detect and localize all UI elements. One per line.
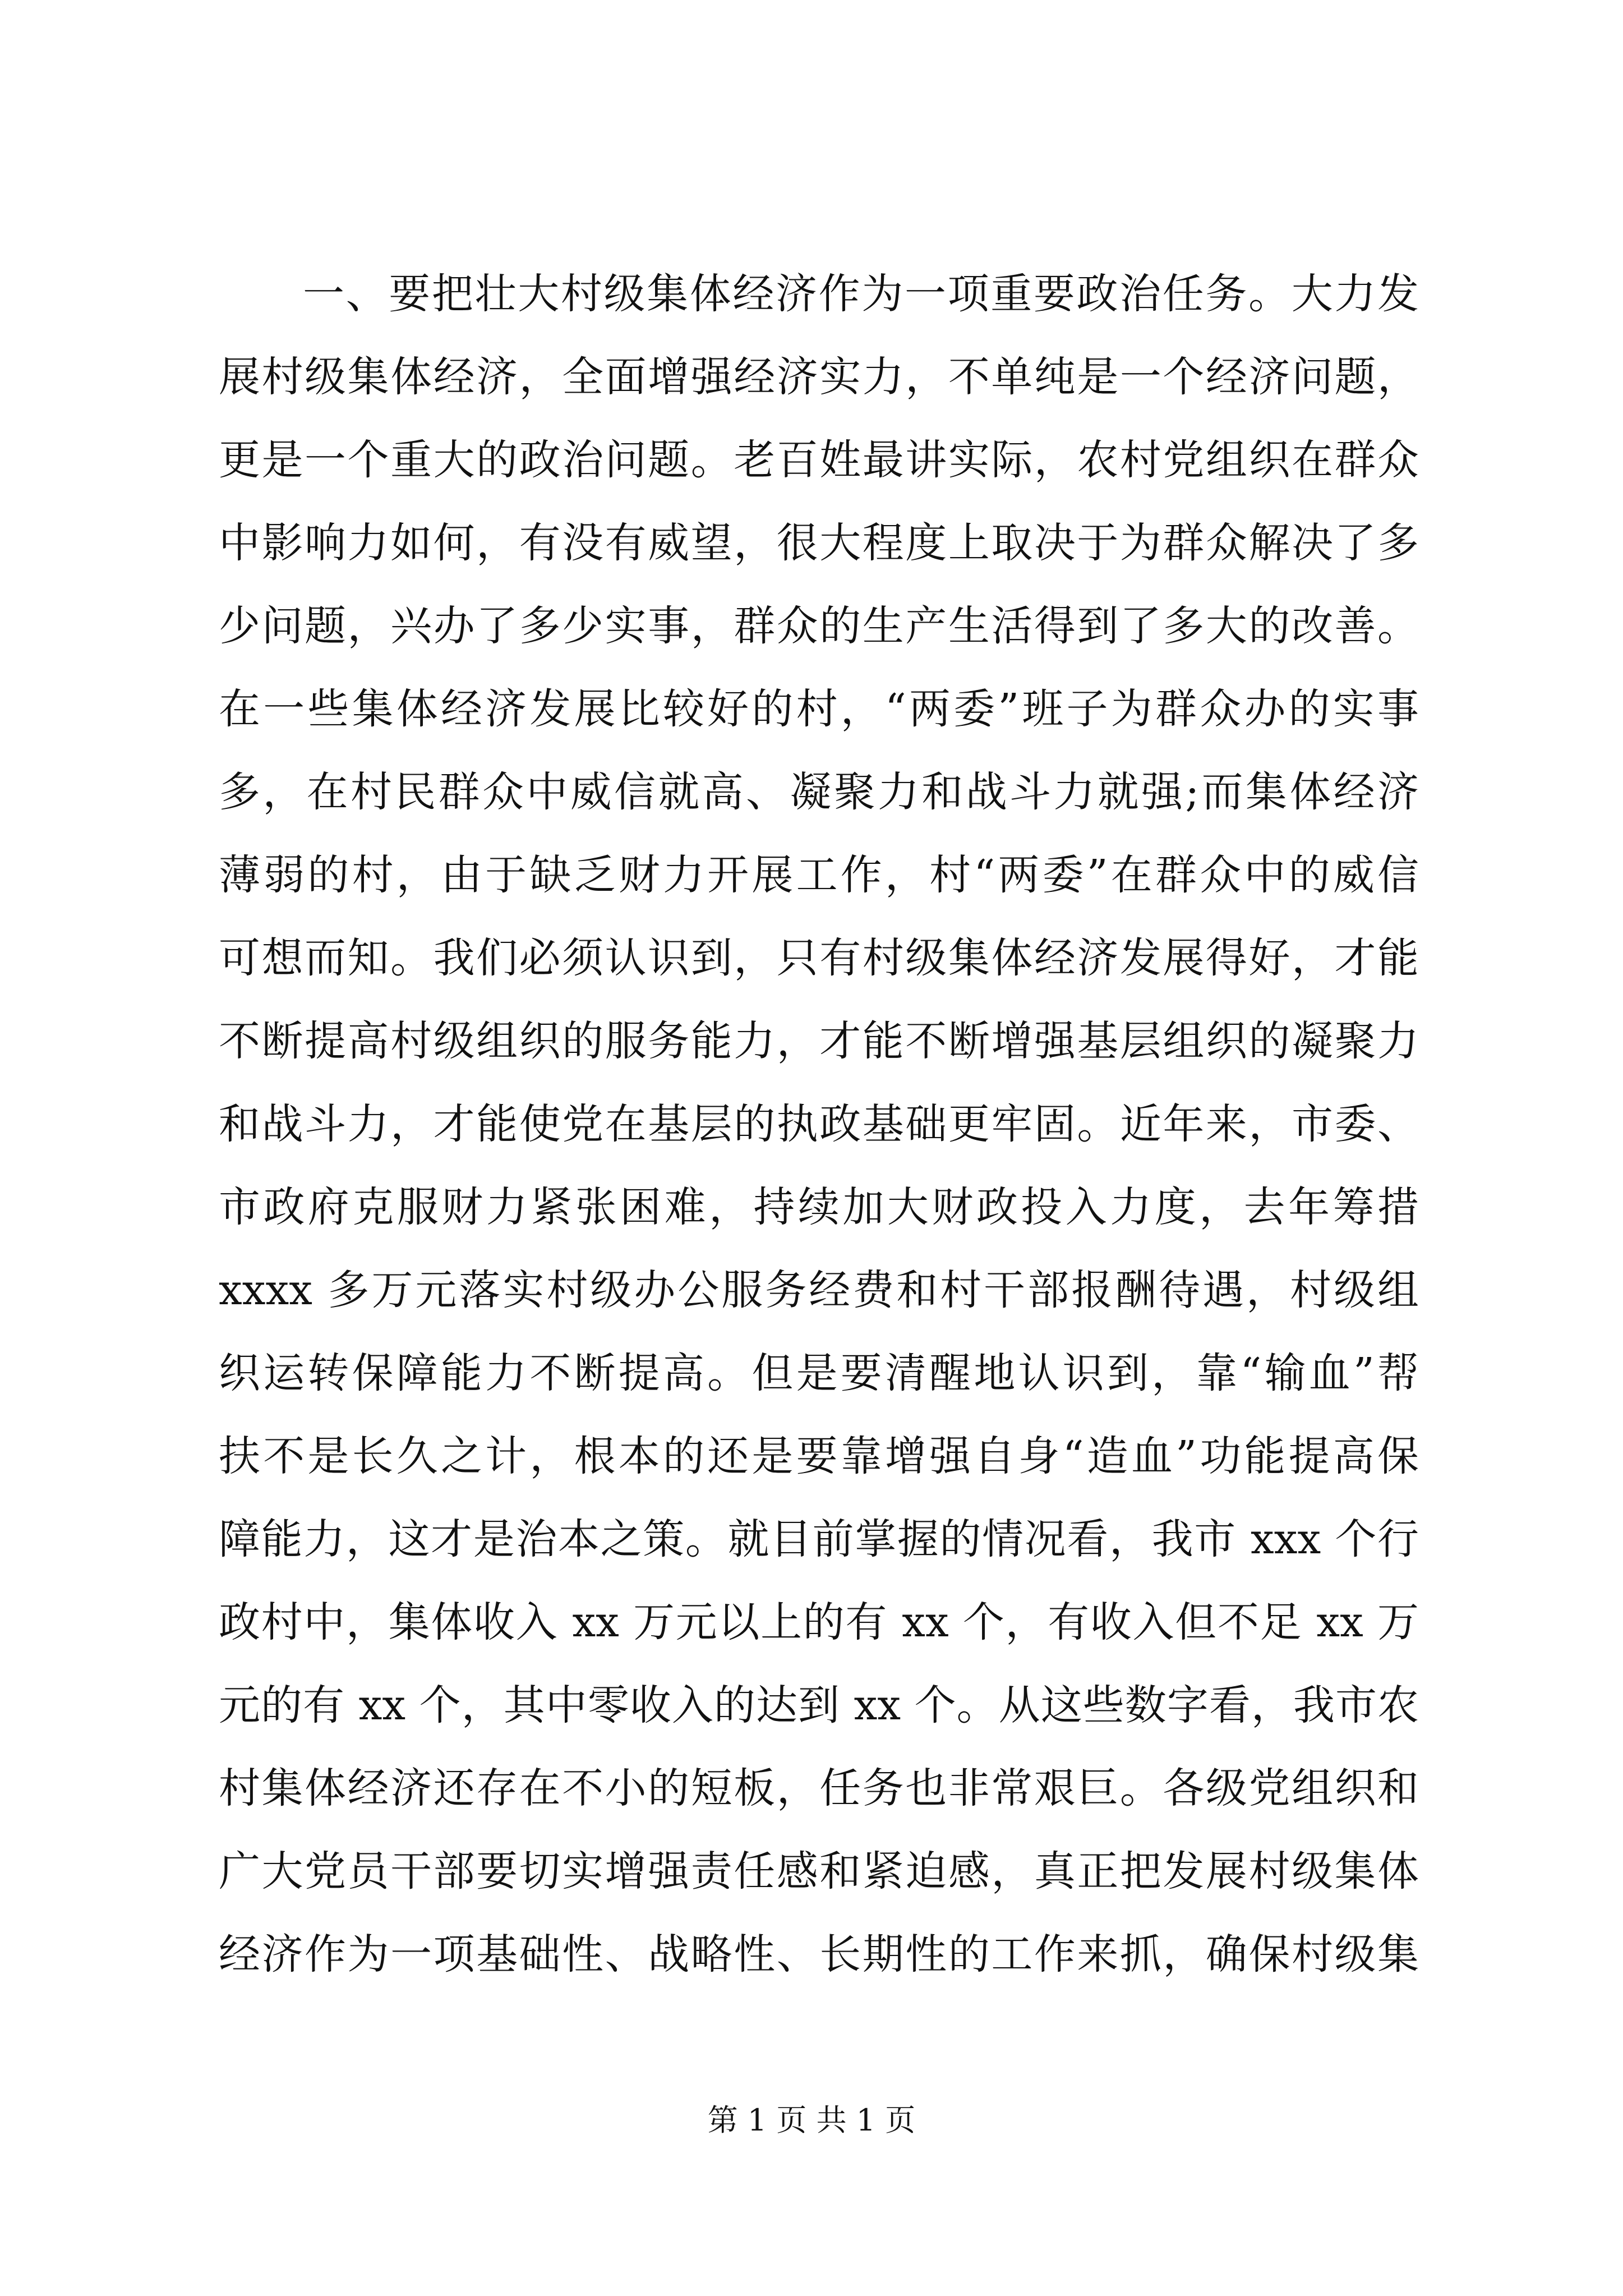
text-line: 障能力，这才是治本之策。就目前掌握的情况看，我市 xxx 个行	[219, 1515, 1419, 1563]
text-line: 扶不是长久之计，根本的还是要靠增强自身“造血”功能提高保	[219, 1432, 1419, 1480]
text-line: 薄弱的村，由于缺乏财力开展工作，村“两委”在群众中的威信	[219, 851, 1419, 899]
text-line: 中影响力如何，有没有威望，很大程度上取决于为群众解决了多	[219, 519, 1419, 567]
text-line: 广大党员干部要切实增强责任感和紧迫感，真正把发展村级集体	[219, 1847, 1419, 1895]
text-line: 不断提高村级组织的服务能力，才能不断增强基层组织的凝聚力	[219, 1017, 1419, 1065]
text-line: 政村中，集体收入 xx 万元以上的有 xx 个，有收入但不足 xx 万	[219, 1598, 1419, 1646]
text-line: 多，在村民群众中威信就高、凝聚力和战斗力就强;而集体经济	[219, 768, 1419, 816]
page-footer: 第 1 页 共 1 页	[707, 2102, 916, 2138]
body-paragraph	[219, 252, 1419, 1996]
text-line: 村集体经济还存在不小的短板，任务也非常艰巨。各级党组织和	[219, 1764, 1419, 1812]
text-line: 少问题，兴办了多少实事，群众的生产生活得到了多大的改善。	[219, 602, 1419, 650]
text-line: xxxx 多万元落实村级办公服务经费和村干部报酬待遇，村级组	[219, 1266, 1419, 1314]
text-line: 经济作为一项基础性、战略性、长期性的工作来抓，确保村级集	[219, 1930, 1419, 1978]
text-line: 织运转保障能力不断提高。但是要清醒地认识到，靠“输血”帮	[219, 1349, 1419, 1397]
text-line: 一、要把壮大村级集体经济作为一项重要政治任务。大力发	[303, 270, 1419, 318]
text-line: 展村级集体经济，全面增强经济实力，不单纯是一个经济问题，	[219, 353, 1419, 401]
text-line: 和战斗力，才能使党在基层的执政基础更牢固。近年来，市委、	[219, 1100, 1419, 1148]
text-line: 更是一个重大的政治问题。老百姓最讲实际，农村党组织在群众	[219, 436, 1419, 484]
text-line: 市政府克服财力紧张困难，持续加大财政投入力度，去年筹措	[219, 1183, 1419, 1231]
text-line: 元的有 xx 个，其中零收入的达到 xx 个。从这些数字看，我市农	[219, 1681, 1419, 1729]
text-line: 在一些集体经济发展比较好的村，“两委”班子为群众办的实事	[219, 685, 1419, 733]
text-line: 可想而知。我们必须认识到，只有村级集体经济发展得好，才能	[219, 934, 1419, 982]
